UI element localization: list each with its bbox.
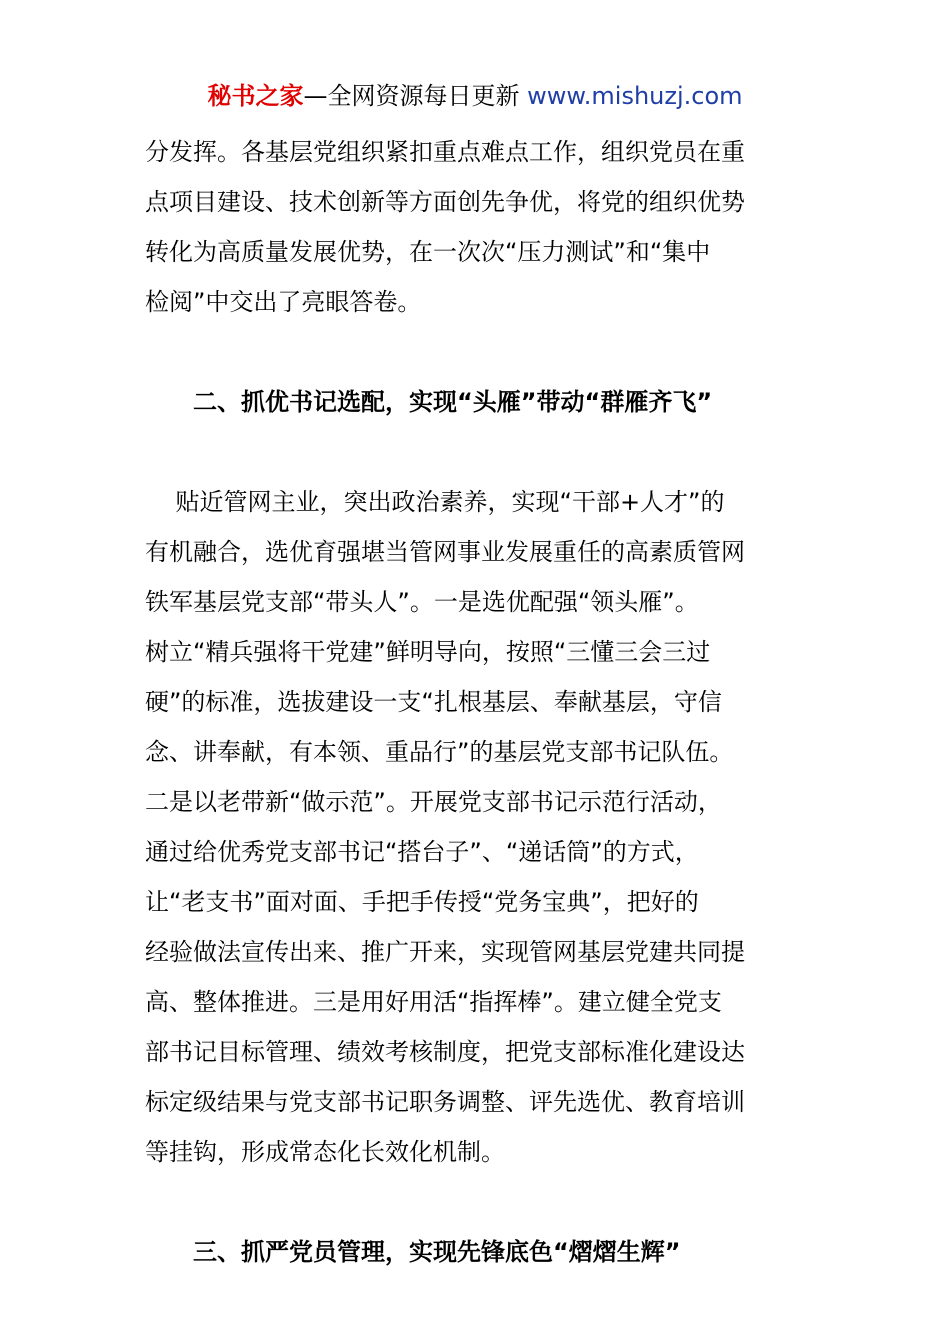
section-heading-3: 三、抓严党员管理，实现先锋底色“熠熠生辉” <box>193 1238 681 1266</box>
text-line: 铁军基层党支部“带头人”。一是选优配强“领头雁”。 <box>145 588 699 616</box>
text-line: 点项目建设、技术创新等方面创先争优，将党的组织优势 <box>145 188 745 216</box>
text-line: 等挂钩，形成常态化长效化机制。 <box>145 1138 505 1166</box>
text-line: 树立“精兵强将干党建”鲜明导向，按照“三懂三会三过 <box>145 638 711 666</box>
paragraph-1 <box>145 127 810 327</box>
text-line: 有机融合，选优育强堪当管网事业发展重任的高素质管网 <box>145 538 745 566</box>
paragraph-spacer <box>145 427 810 477</box>
section-heading-2: 二、抓优书记选配，实现“头雁”带动“群雁齐飞” <box>193 388 713 416</box>
text-line: 让“老支书”面对面、手把手传授“党务宝典”，把好的 <box>145 888 699 916</box>
text-line: 部书记目标管理、绩效考核制度，把党支部标准化建设达 <box>145 1038 745 1066</box>
text-line: 贴近管网主业，突出政治素养，实现“干部+人才”的 <box>145 488 725 516</box>
text-line: 检阅”中交出了亮眼答卷。 <box>145 288 422 316</box>
text-line: 标定级结果与党支部书记职务调整、评先选优、教育培训 <box>145 1088 745 1116</box>
page-header <box>0 80 950 112</box>
document-body <box>145 127 810 1277</box>
text-line: 硬”的标准，选拔建设一支“扎根基层、奉献基层，守信 <box>145 688 722 716</box>
text-line: 二是以老带新“做示范”。开展党支部书记示范行活动， <box>145 788 722 816</box>
text-line: 通过给优秀党支部书记“搭台子”、“递话筒”的方式， <box>145 838 699 866</box>
text-line: 经验做法宣传出来、推广开来，实现管网基层党建共同提 <box>145 938 745 966</box>
paragraph-spacer <box>145 1177 810 1227</box>
site-url-link[interactable]: www.mishuzj.com <box>519 82 743 110</box>
text-line: 高、整体推进。三是用好用活“指挥棒”。建立健全党支 <box>145 988 722 1016</box>
text-line: 念、讲奉献，有本领、重品行”的基层党支部书记队伍。 <box>145 738 734 766</box>
site-tagline: —全网资源每日更新 <box>303 82 520 110</box>
text-line: 分发挥。各基层党组织紧扣重点难点工作，组织党员在重 <box>145 138 745 166</box>
site-brand: 秘书之家 <box>207 82 304 110</box>
paragraph-2 <box>145 477 810 1177</box>
text-line: 转化为高质量发展优势，在一次次“压力测试”和“集中 <box>145 238 711 266</box>
paragraph-spacer <box>145 327 810 377</box>
